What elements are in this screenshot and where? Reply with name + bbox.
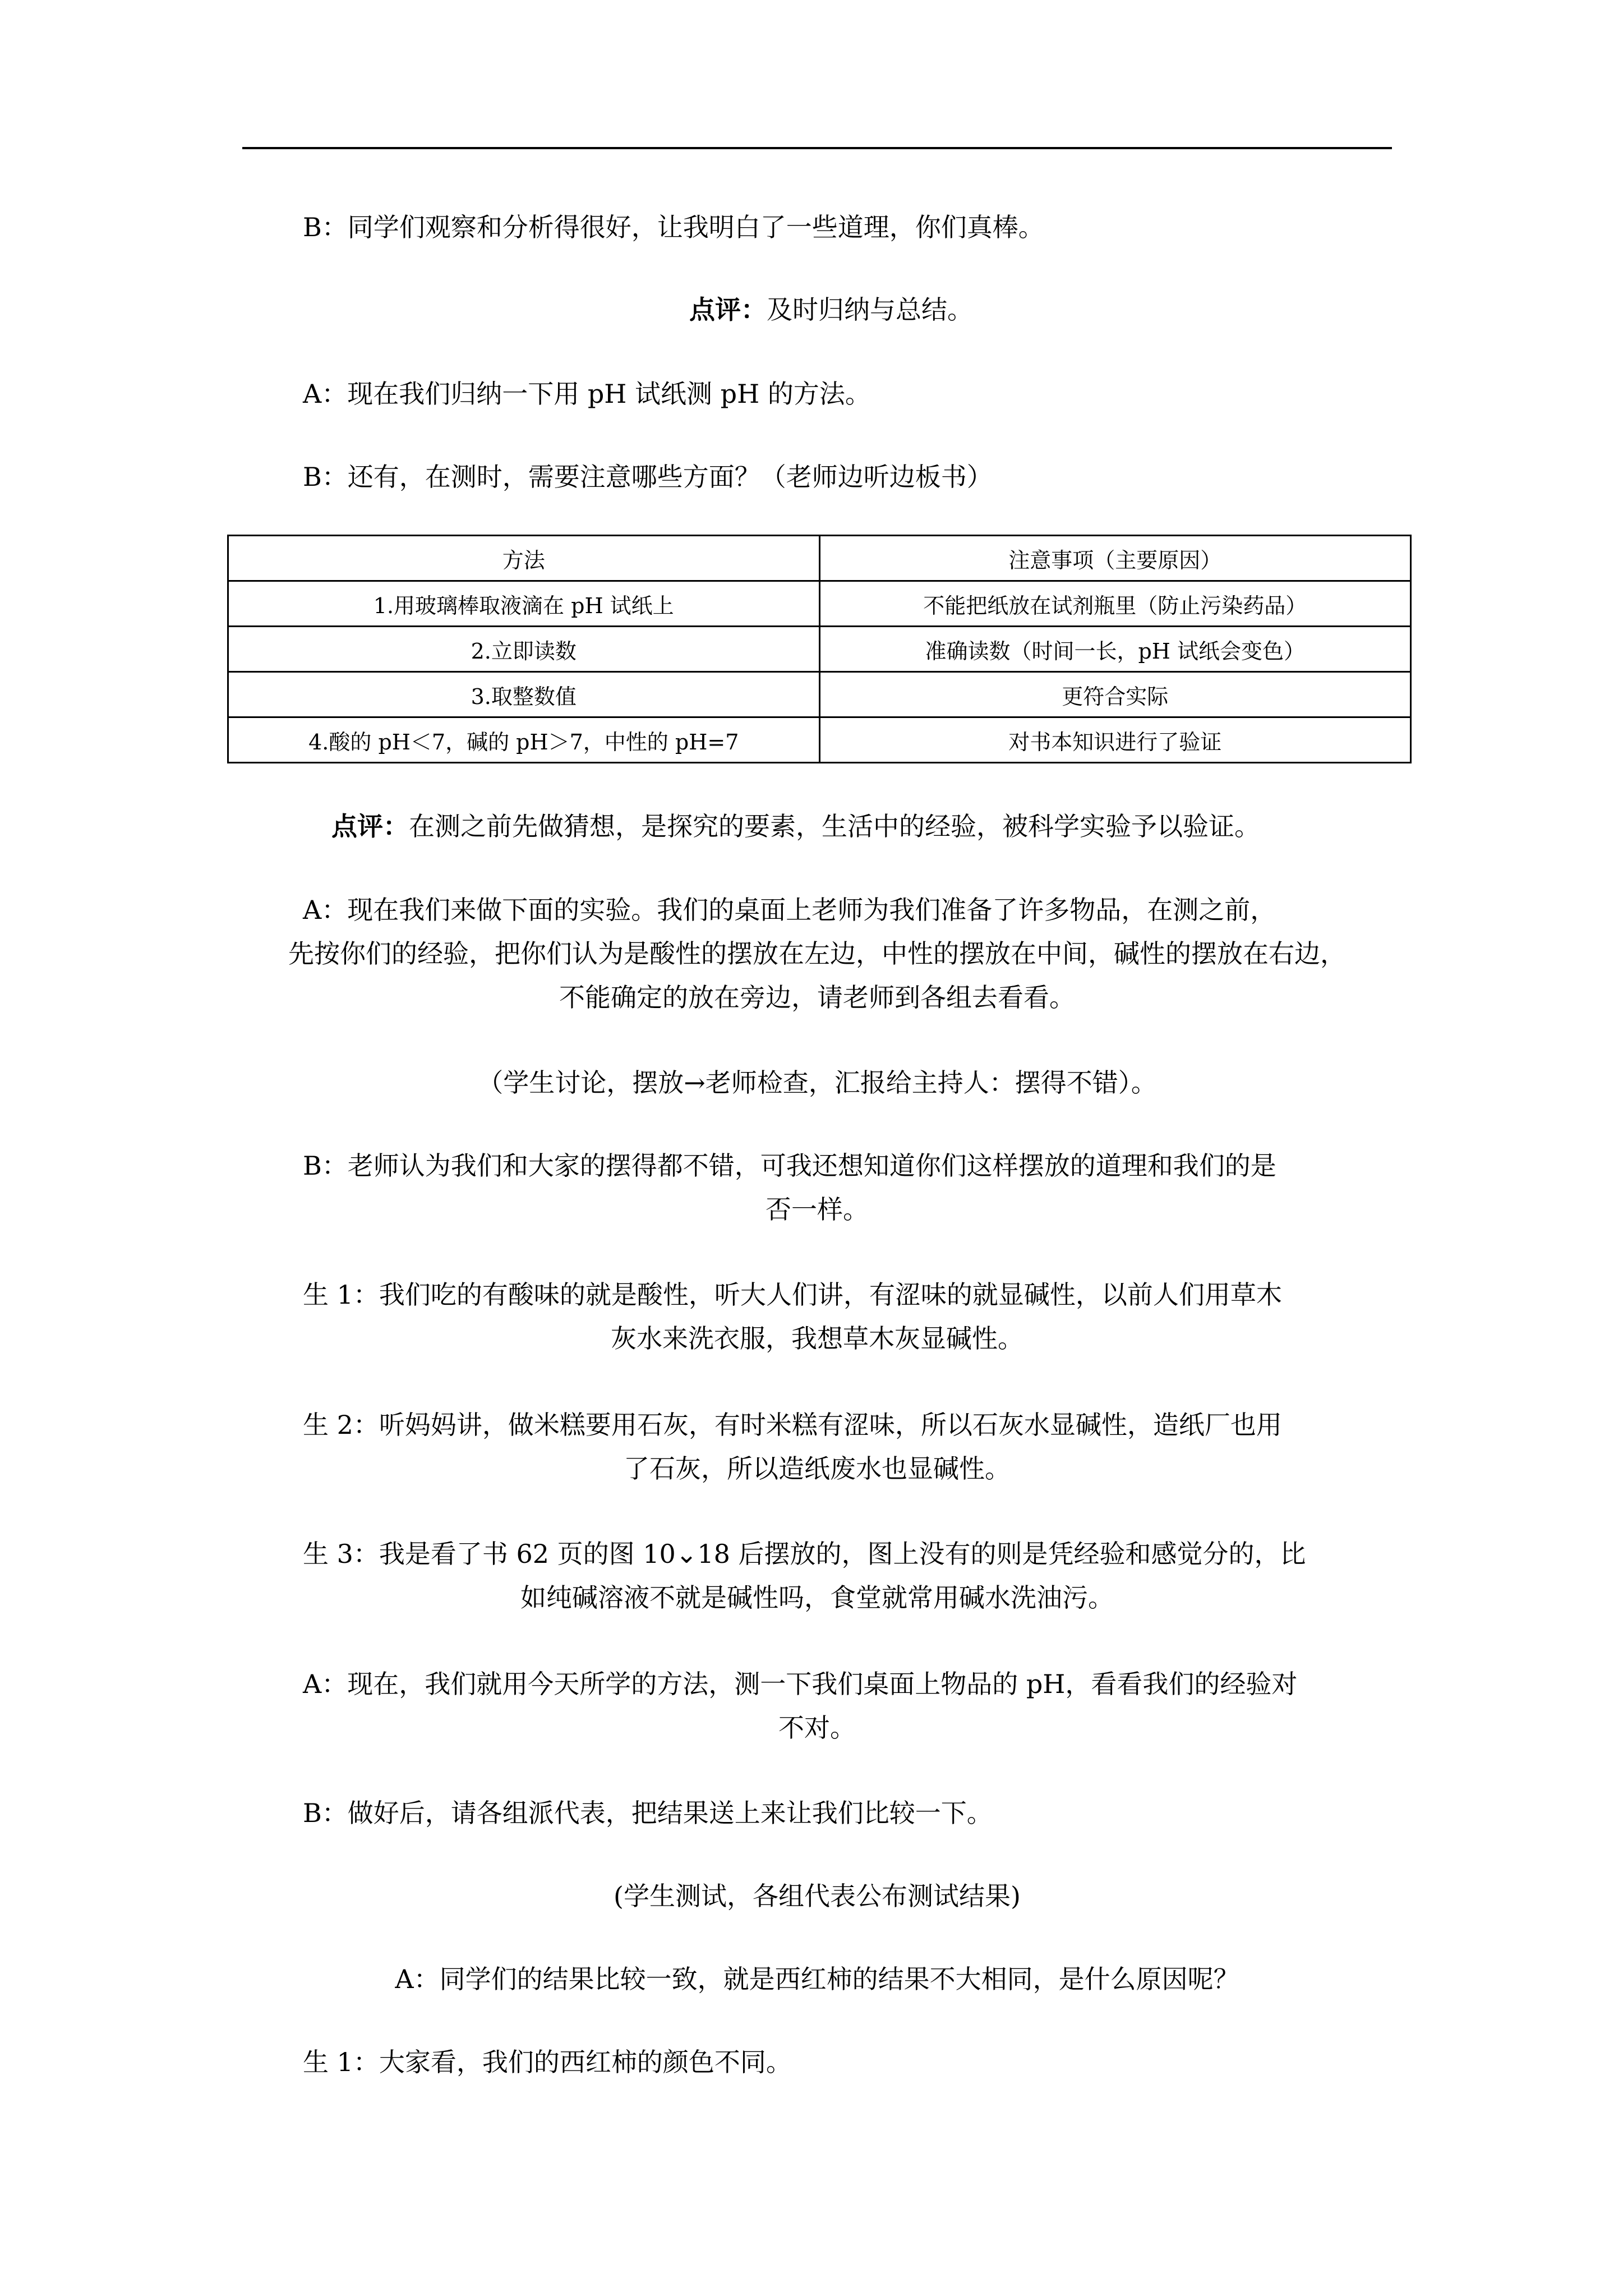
table-cell: 对书本知识进行了验证 (819, 717, 1411, 763)
table-cell: 准确读数（时间一长，pH 试纸会变色） (819, 627, 1411, 672)
table-header-cell: 注意事项（主要原因） (819, 536, 1411, 581)
student-2-line: 生 2：听妈妈讲，做米糕要用石灰，有时米糕有涩味，所以石灰水显碱性，造纸厂也用 (303, 1410, 1282, 1440)
comment-2 (331, 804, 1260, 849)
table-cell: 3.取整数值 (228, 672, 820, 717)
table-row (228, 672, 1411, 717)
table-cell: 不能把纸放在试剂瓶里（防止污染药品） (819, 581, 1411, 627)
dialogue-b2: B：还有，在测时，需要注意哪些方面？（老师边听边板书） (303, 462, 993, 492)
comment-label: 点评： (331, 811, 409, 841)
comment-text: 在测之前先做猜想，是探究的要素，生活中的经验，被科学实验予以验证。 (409, 811, 1260, 841)
comment-label: 点评： (689, 295, 767, 325)
header-rule (242, 147, 1392, 149)
student-1b: 生 1：大家看，我们的西红柿的颜色不同。 (303, 2047, 792, 2077)
dialogue-a4: A：同学们的结果比较一致，就是西红柿的结果不大相同，是什么原因呢？ (395, 1964, 1239, 1994)
comment-1 (689, 287, 973, 332)
table-row (228, 717, 1411, 763)
table-header-cell: 方法 (228, 536, 820, 581)
comment-text: 及时归纳与总结。 (767, 295, 973, 325)
paragraph-a2-line: A：现在我们来做下面的实验。我们的桌面上老师为我们准备了许多物品，在测之前， (303, 895, 1276, 925)
student-1-line: 生 1：我们吃的有酸味的就是酸性，听大人们讲，有涩味的就显碱性，以前人们用草木 (303, 1280, 1282, 1310)
student-1-line: 灰水来洗衣服，我想草木灰显碱性。 (611, 1323, 1023, 1354)
paragraph-a3-line: 不对。 (778, 1713, 856, 1743)
stage-direction-2: (学生测试，各组代表公布测试结果) (614, 1881, 1021, 1911)
paragraph-a2-line: 先按你们的经验，把你们认为是酸性的摆放在左边，中性的摆放在中间，碱性的摆放在右边， (288, 938, 1346, 969)
stage-direction-1: （学生讨论，摆放→老师检查，汇报给主持人：摆得不错）。 (477, 1068, 1157, 1098)
paragraph-b3-line: 否一样。 (766, 1194, 869, 1225)
paragraph-a3-line: A：现在，我们就用今天所学的方法，测一下我们桌面上物品的 pH，看看我们的经验对 (303, 1669, 1298, 1699)
dialogue-b4: B：做好后，请各组派代表，把结果送上来让我们比较一下。 (303, 1798, 993, 1828)
table-cell: 2.立即读数 (228, 627, 820, 672)
student-3-line: 如纯碱溶液不就是碱性吗，食堂就常用碱水洗油污。 (520, 1582, 1114, 1613)
table-cell: 1.用玻璃棒取液滴在 pH 试纸上 (228, 581, 820, 627)
student-2-line: 了石灰，所以造纸废水也显碱性。 (624, 1453, 1011, 1484)
table-cell: 4.酸的 pH＜7，碱的 pH＞7，中性的 pH=7 (228, 717, 820, 763)
dialogue-a1: A：现在我们归纳一下用 pH 试纸测 pH 的方法。 (303, 379, 871, 409)
table-header-row (228, 536, 1411, 581)
paragraph-a2-line: 不能确定的放在旁边，请老师到各组去看看。 (559, 982, 1075, 1013)
table-row (228, 581, 1411, 627)
paragraph-b3-line: B：老师认为我们和大家的摆得都不错，可我还想知道你们这样摆放的道理和我们的是 (303, 1151, 1276, 1181)
method-notes-table (227, 535, 1412, 763)
dialogue-b1: B：同学们观察和分析得很好，让我明白了一些道理，你们真棒。 (303, 212, 1044, 242)
student-3-line: 生 3：我是看了书 62 页的图 10⌄18 后摆放的，图上没有的则是凭经验和感觉分的，比 (303, 1539, 1306, 1569)
table-cell: 更符合实际 (819, 672, 1411, 717)
table-row (228, 627, 1411, 672)
